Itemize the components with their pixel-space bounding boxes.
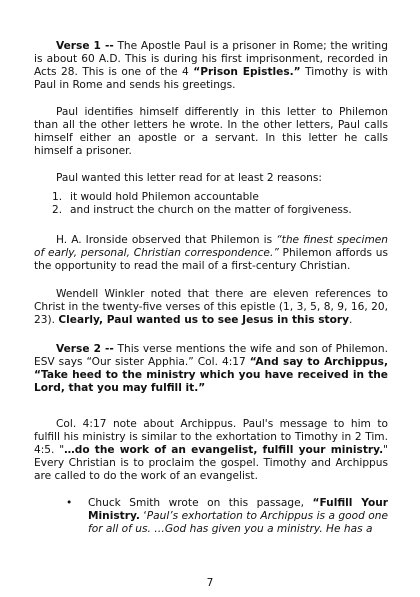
paragraph-archippus: Col. 4:17 note about Archippus. Paul's message to him to fulfill his ministry is similar to the exhortation to Timothy in 2 Tim. 4:5. "…do the work of an evangelist, fulfill your ministry." Every Christian is to proclaim the gospel. Timothy and Archippus are called to do the work of an evangelist. [34, 418, 388, 482]
verse-2-heading: Verse 2 -- [56, 343, 114, 355]
paragraph-winkler: Wendell Winkler noted that there are eleven references to Christ in the twenty-five verses of this epistle (1, 3, 5, 8, 9, 16, 20, 23). Clearly, Paul wanted us to see Jesus in this story. [34, 288, 388, 326]
paragraph-verse-2: Verse 2 -- This verse mentions the wife and son of Philemon. ESV says “Our sister Apphia.” Col. 4:17 “And say to Archippus, “Take heed to the ministry which you have received in the Lord, that you may fulfill it.” [34, 343, 388, 394]
list-item: 1. it would hold Philemon accountable [52, 191, 259, 203]
colossians-quote: “And say to Archippus, “Take heed to the ministry which you have received in the Lord, that you may fulfill it.” [34, 355, 388, 394]
smith-quote: Paul’s exhortation to Archippus is a good one for all of us. …God has given you a ministry. He has a [88, 509, 388, 535]
paragraph-identification: Paul identifies himself differently in this letter to Philemon than all the other letters he wrote. In the other letters, Paul calls himself either an apostle or a servant. In this letter he calls himself a prisoner. [34, 106, 388, 157]
paragraph-verse-1: Verse 1 -- The Apostle Paul is a prisoner in Rome; the writing is about 60 A.D. This is during his first imprisonment, recorded in Acts 28. This is one of the 4 “Prison Epistles.” Timothy is with Paul in Rome and sends his greetings. [34, 40, 388, 91]
bullet-text: Chuck Smith wrote on this passage, “Fulfill Your Ministry. ‘Paul’s exhortation to Archippus is a good one for all of us. …God has given you a ministry. He has a [88, 497, 389, 535]
prison-epistles-term: “Prison Epistles.” [193, 65, 301, 78]
reasons-list [52, 191, 388, 217]
fulfill-ministry-heading: “Fulfill Your Ministry. [88, 497, 389, 522]
paragraph-ironside: H. A. Ironside observed that Philemon is “the finest specimen of early, personal, Christian correspondence.” Philemon affords us the opportunity to read the mail of a first-century Christian. [34, 234, 389, 272]
bullet-item-chuck-smith [66, 497, 388, 536]
timothy-quote: …do the work of an evangelist, fulfill your ministry. [64, 443, 384, 456]
bullet-icon: • [66, 497, 73, 509]
paragraph-reasons-intro: Paul wanted this letter read for at least 2 reasons: [56, 172, 322, 184]
page-number: 7 [206, 577, 214, 589]
verse-1-heading: Verse 1 -- [56, 40, 114, 52]
winkler-conclusion: Clearly, Paul wanted us to see Jesus in this story [58, 313, 350, 326]
list-item: 2. and instruct the church on the matter of forgiveness. [52, 204, 352, 217]
ironside-quote: “the finest specimen of early, personal, Christian correspondence.” [34, 234, 388, 259]
